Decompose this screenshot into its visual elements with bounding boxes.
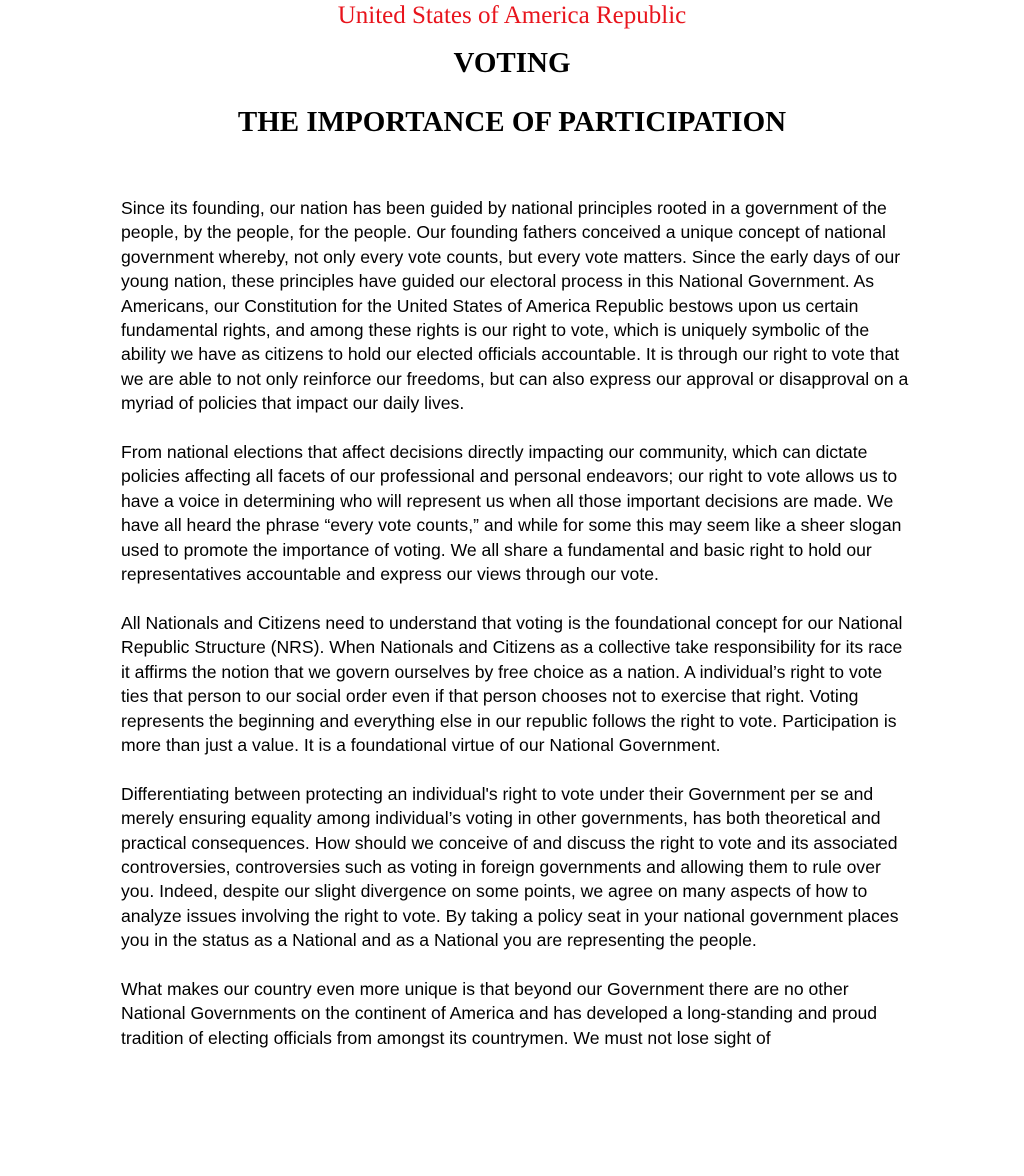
body-text <box>121 196 911 1075</box>
paragraph-2: From national elections that affect decisions directly impacting our community, which can dictate policies affecting all facets of our professional and personal endeavors; our right to vote allows us to have a voice in determining who will represent us when all those important decisions are made. We have all heard the phrase “every vote counts,” and while for some this may seem like a sheer slogan used to promote the importance of voting. We all share a fundamental and basic right to hold our representatives accountable and express our views through our vote. <box>121 442 902 585</box>
document-subtitle: THE IMPORTANCE OF PARTICIPATION <box>237 106 787 138</box>
paragraph-4: Differentiating between protecting an individual's right to vote under their Government per se and merely ensuring equality among individual’s voting in other governments, has both theoretical and practical consequences. How should we conceive of and discuss the right to vote and its associated controversies, controversies such as voting in foreign governments and allowing them to rule over you. Indeed, despite our slight divergence on some points, we agree on many aspects of how to analyze issues involving the right to vote. By taking a policy seat in your national government places you in the status as a National and as a National you are representing the people. <box>121 783 899 951</box>
paragraph-1: Since its founding, our nation has been guided by national principles rooted in a government of the people, by the people, for the people. Our founding fathers conceived a unique concept of national government whereby, not only every vote counts, but every vote matters. Since the early days of our young nation, these principles have guided our electoral process in this National Government. As Americans, our Constitution for the United States of America Republic bestows upon us certain fundamental rights, and among these rights is our right to vote, which is uniquely symbolic of the ability we have as citizens to hold our elected officials accountable. It is through our right to vote that we are able to not only reinforce our freedoms, but can also express our approval or disapproval on a myriad of policies that impact our daily lives. <box>121 198 909 414</box>
paragraph-5: What makes our country even more unique is that beyond our Government there are no other National Governments on the continent of America and has developed a long-standing and proud tradition of electing officials from amongst its countrymen. We must not lose sight of <box>121 978 878 1048</box>
paragraph-3: All Nationals and Citizens need to understand that voting is the foundational concept for our National Republic Structure (NRS). When Nationals and Citizens as a collective take responsibility for its race it affirms the notion that we govern ourselves by free choice as a nation. A individual’s right to vote ties that person to our social order even if that person chooses not to exercise that right. Voting represents the beginning and everything else in our republic follows the right to vote. Participation is more than just a value. It is a foundational virtue of our National Government. <box>121 612 903 755</box>
document-title: VOTING <box>453 47 571 79</box>
republic-heading: United States of America Republic <box>337 2 687 29</box>
